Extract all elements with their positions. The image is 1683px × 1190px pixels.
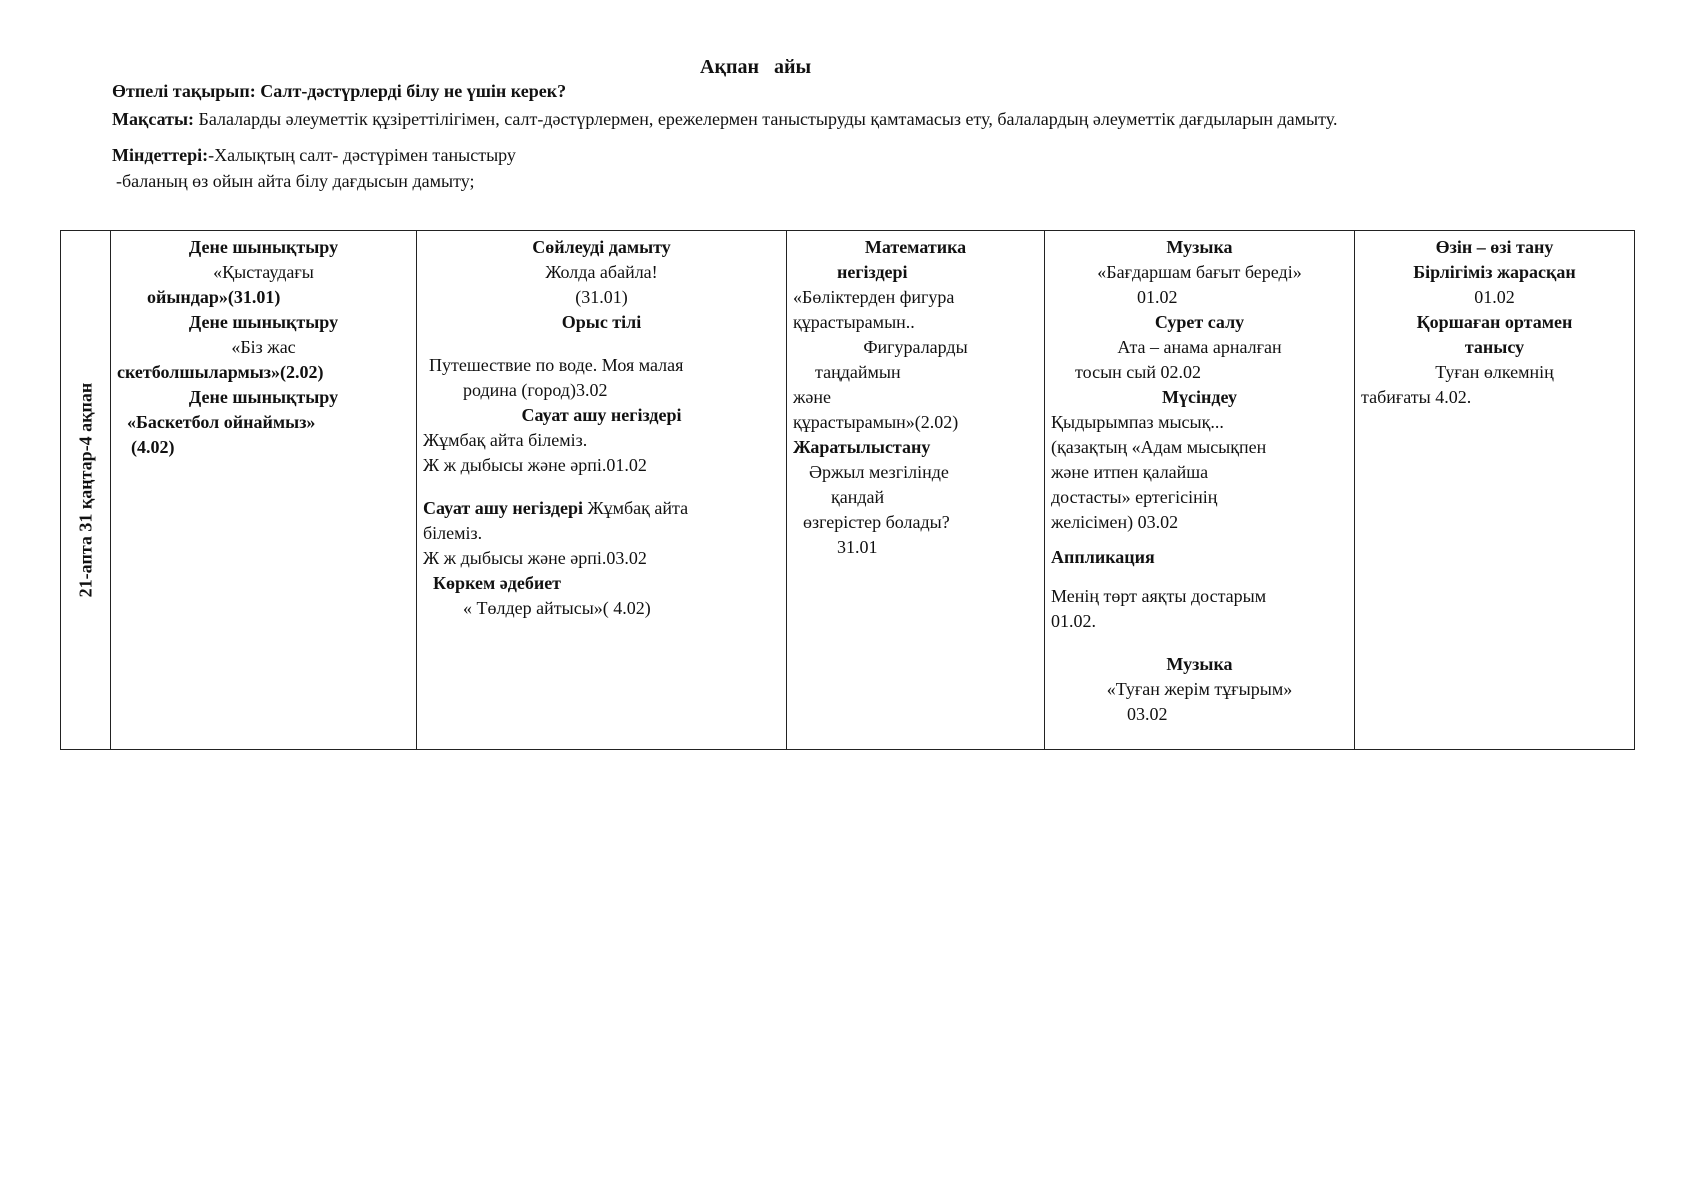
col4-text-4b: 01.02. bbox=[1051, 611, 1096, 631]
col3-text-1f: құрастырамын»(2.02) bbox=[793, 412, 959, 432]
tasks-line bbox=[112, 144, 516, 166]
schedule-table bbox=[60, 230, 1635, 750]
col2-text-1: Жолда абайла! bbox=[545, 262, 658, 282]
tasks-text: -Халықтың салт- дәстүрімен таныстыру bbox=[208, 145, 516, 165]
col2-title-5: Көркем әдебиет bbox=[433, 573, 562, 593]
column-mathematics bbox=[787, 231, 1045, 750]
column-speech-development bbox=[417, 231, 787, 750]
col4-text-5b: 03.02 bbox=[1127, 704, 1168, 724]
col3-text-1: «Бөліктерден фигура bbox=[793, 287, 955, 307]
col1-text-1: «Қыстаудағы bbox=[213, 262, 314, 282]
col3-title-1b: негіздері bbox=[837, 262, 908, 282]
col3-text-1c: Фигураларды bbox=[863, 337, 968, 357]
col3-text-2c: өзгерістер болады? bbox=[803, 512, 950, 532]
col1-text-2b: скетболшылармыз»(2.02) bbox=[117, 362, 324, 382]
col2-title-2: Орыс тілі bbox=[561, 312, 642, 332]
col3-title-1: Математика bbox=[864, 237, 967, 257]
col3-text-1d: таңдаймын bbox=[815, 362, 901, 382]
goal-line bbox=[112, 108, 1337, 130]
col4-title-5: Музыка bbox=[1166, 654, 1233, 674]
col2-title-1: Сөйлеуді дамыту bbox=[532, 237, 671, 257]
col4-text-3b: (қазақтың «Адам мысықпен bbox=[1051, 437, 1267, 457]
col5-text-2: Туған өлкемнің bbox=[1435, 362, 1554, 382]
col5-text-2b: табиғаты 4.02. bbox=[1361, 387, 1472, 407]
col2-text-3: Жұмбақ айта білеміз. bbox=[423, 430, 588, 450]
col2-text-5: « Төлдер айтысы»( 4.02) bbox=[463, 598, 651, 618]
col2-text-2b: родина (город)3.02 bbox=[463, 380, 608, 400]
col2-text-4b: білеміз. bbox=[423, 523, 483, 543]
col1-title-2: Дене шынықтыру bbox=[188, 312, 339, 332]
col1-title-3: Дене шынықтыру bbox=[188, 387, 339, 407]
col1-text-2: «Біз жас bbox=[231, 337, 296, 357]
col3-text-2b: қандай bbox=[831, 487, 885, 507]
col1-text-3: «Баскетбол ойнаймыз» bbox=[127, 412, 316, 432]
table-row bbox=[61, 231, 1635, 750]
col4-text-5: «Туған жерім тұғырым» bbox=[1106, 679, 1293, 699]
col3-text-2d: 31.01 bbox=[837, 537, 878, 557]
week-cell bbox=[61, 231, 111, 750]
task-2: -баланың өз ойын айта білу дағдысын дамыту; bbox=[116, 171, 475, 191]
col4-title-4: Аппликация bbox=[1051, 547, 1155, 567]
col2-text-1b: (31.01) bbox=[575, 287, 628, 307]
col1-text-3b: (4.02) bbox=[131, 437, 175, 457]
col4-title-1: Музыка bbox=[1166, 237, 1233, 257]
col2-text-4c: Ж ж дыбысы және әрпі.03.02 bbox=[423, 548, 647, 568]
col4-text-1b: 01.02 bbox=[1137, 287, 1178, 307]
col2-title-4: Сауат ашу негіздері bbox=[423, 498, 583, 518]
col4-text-3c: және итпен қалайша bbox=[1051, 462, 1209, 482]
col4-title-3: Мүсіндеу bbox=[1162, 387, 1237, 407]
col2-text-3b: Ж ж дыбысы және әрпі.01.02 bbox=[423, 455, 647, 475]
col4-text-1: «Бағдаршам бағыт береді» bbox=[1097, 262, 1302, 282]
col5-title-2b: танысу bbox=[1464, 337, 1525, 357]
col4-text-3: Қыдырымпаз мысық... bbox=[1051, 412, 1224, 432]
col5-title-1b: Бірлігіміз жарасқан bbox=[1413, 262, 1576, 282]
col3-text-1e: және bbox=[793, 387, 832, 407]
tasks-label: Міндеттері: bbox=[112, 145, 209, 165]
goal-label: Мақсаты: bbox=[112, 109, 194, 129]
col1-text-1b: ойындар»(31.01) bbox=[147, 287, 281, 307]
col4-text-3e: желісімен) 03.02 bbox=[1051, 512, 1179, 532]
week-label: 21-апта 31 қаңтар-4 ақпан bbox=[75, 382, 95, 598]
col2-text-4: Жұмбақ айта bbox=[582, 498, 689, 518]
col2-text-2: Путешествие по воде. Моя малая bbox=[429, 355, 684, 375]
col5-title-2: Қоршаған ортамен bbox=[1416, 312, 1573, 332]
col2-title-3: Сауат ашу негіздері bbox=[521, 405, 682, 425]
col1-title-1: Дене шынықтыру bbox=[188, 237, 339, 257]
weekly-topic: Өтпелі тақырып: Салт-дәстүрлерді білу не үшін керек? bbox=[112, 81, 567, 101]
col5-text-1: 01.02 bbox=[1474, 287, 1515, 307]
col3-text-1b: құрастырамын.. bbox=[793, 312, 915, 332]
column-music-art bbox=[1045, 231, 1355, 750]
col4-text-2b: тосын сый 02.02 bbox=[1075, 362, 1202, 382]
column-physical-education bbox=[111, 231, 417, 750]
col3-title-2: Жаратылыстану bbox=[793, 437, 931, 457]
page-title: Ақпан айы bbox=[700, 56, 812, 78]
col4-text-3d: достасты» ертегісінің bbox=[1051, 487, 1218, 507]
col3-text-2: Әржыл мезгілінде bbox=[809, 462, 949, 482]
col4-text-2: Ата – анама арналған bbox=[1117, 337, 1282, 357]
col4-title-2: Сурет салу bbox=[1154, 312, 1245, 332]
col4-text-4: Менің төрт аяқты достарым bbox=[1051, 586, 1267, 606]
col5-title-1: Өзін – өзі тану bbox=[1435, 237, 1554, 257]
goal-text: Балаларды әлеуметтік құзіреттілігімен, салт-дәстүрлермен, ережелермен таныстыруды қамтамасыз ету, балалардың әлеуметтік дағдыларын дамыту. bbox=[194, 109, 1338, 129]
column-self-knowledge bbox=[1355, 231, 1635, 750]
